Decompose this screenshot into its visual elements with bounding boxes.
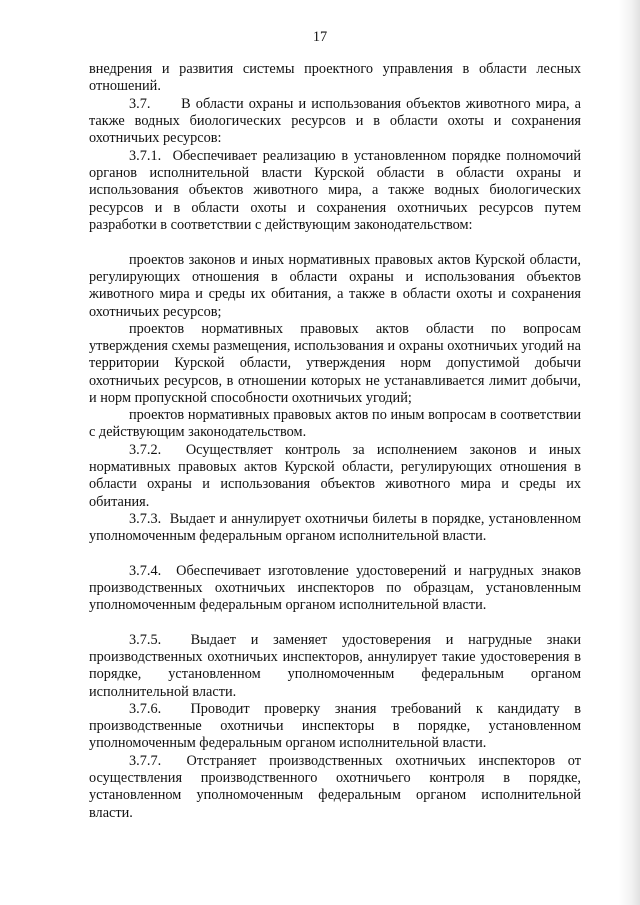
scan-shadow-edge xyxy=(618,0,640,905)
paragraph-3-7-2: 3.7.2. Осуществляет контроль за исполнением законов и иных нормативных правовых актов Курской области, регулирующих отношения в области охраны и использования объектов животного мира и среды их обитания. xyxy=(89,442,581,510)
paragraph-3-7-6: 3.7.6. Проводит проверку знания требований к кандидату в производственные охотничьи инспекторы в порядке, установленном уполномоченным федеральным органом исполнительной власти. xyxy=(89,701,581,752)
paragraph-3-7-5: 3.7.5. Выдает и заменяет удостоверения и нагрудные знаки производственных охотничьих инспекторов, аннулирует такие удостоверения в порядке, установленном уполномоченным федеральным органом исполнительной власти. xyxy=(89,632,581,700)
paragraph-3-7-4: 3.7.4. Обеспечивает изготовление удостоверений и нагрудных знаков производственных охотничьих инспекторов по образцам, установленным уполномоченным федеральным органом исполнительной власти. xyxy=(89,563,581,614)
paragraph-normative-acts-other: проектов нормативных правовых актов по иным вопросам в соответствии с действующим законодательством. xyxy=(89,407,581,441)
paragraph-normative-acts-scheme: проектов нормативных правовых актов области по вопросам утверждения схемы размещения, использования и охраны охотничьих угодий на территории Курской области, утверждения норм допустимой добычи охотничьих ресурсов, в отношении которых не устанавливается лимит добычи, и норм пропускной способности охотничьих угодий; xyxy=(89,321,581,406)
paragraph-3-7-3: 3.7.3. Выдает и аннулирует охотничьи билеты в порядке, установленном уполномоченным федеральным органом исполнительной власти. xyxy=(89,511,581,545)
page-number: 17 xyxy=(312,29,328,45)
paragraph-3-7-1: 3.7.1. Обеспечивает реализацию в установленном порядке полномочий органов исполнительной власти Курской области в области охраны и использования объектов животного мира, а также водных биологических ресурсов и в области охоты и сохранения охотничьих ресурсов путем разработки в соответствии с действующим законодательством: xyxy=(89,148,581,233)
paragraph-continuation: внедрения и развития системы проектного управления в области лесных отношений. xyxy=(89,61,581,95)
paragraph-3-7-7: 3.7.7. Отстраняет производственных охотничьих инспекторов от осуществления производственного охотничьего контроля в порядке, установленном уполномоченным федеральным органом исполнительной власти. xyxy=(89,753,581,821)
paragraph-laws-projects: проектов законов и иных нормативных правовых актов Курской области, регулирующих отношения в области охраны и использования объектов животного мира и среды их обитания, а также в области охоты и сохранения охотничьих ресурсов; xyxy=(89,252,581,320)
paragraph-3-7: 3.7. В области охраны и использования объектов животного мира, а также водных биологических ресурсов и в области охоты и сохранения охотничьих ресурсов: xyxy=(89,96,581,147)
